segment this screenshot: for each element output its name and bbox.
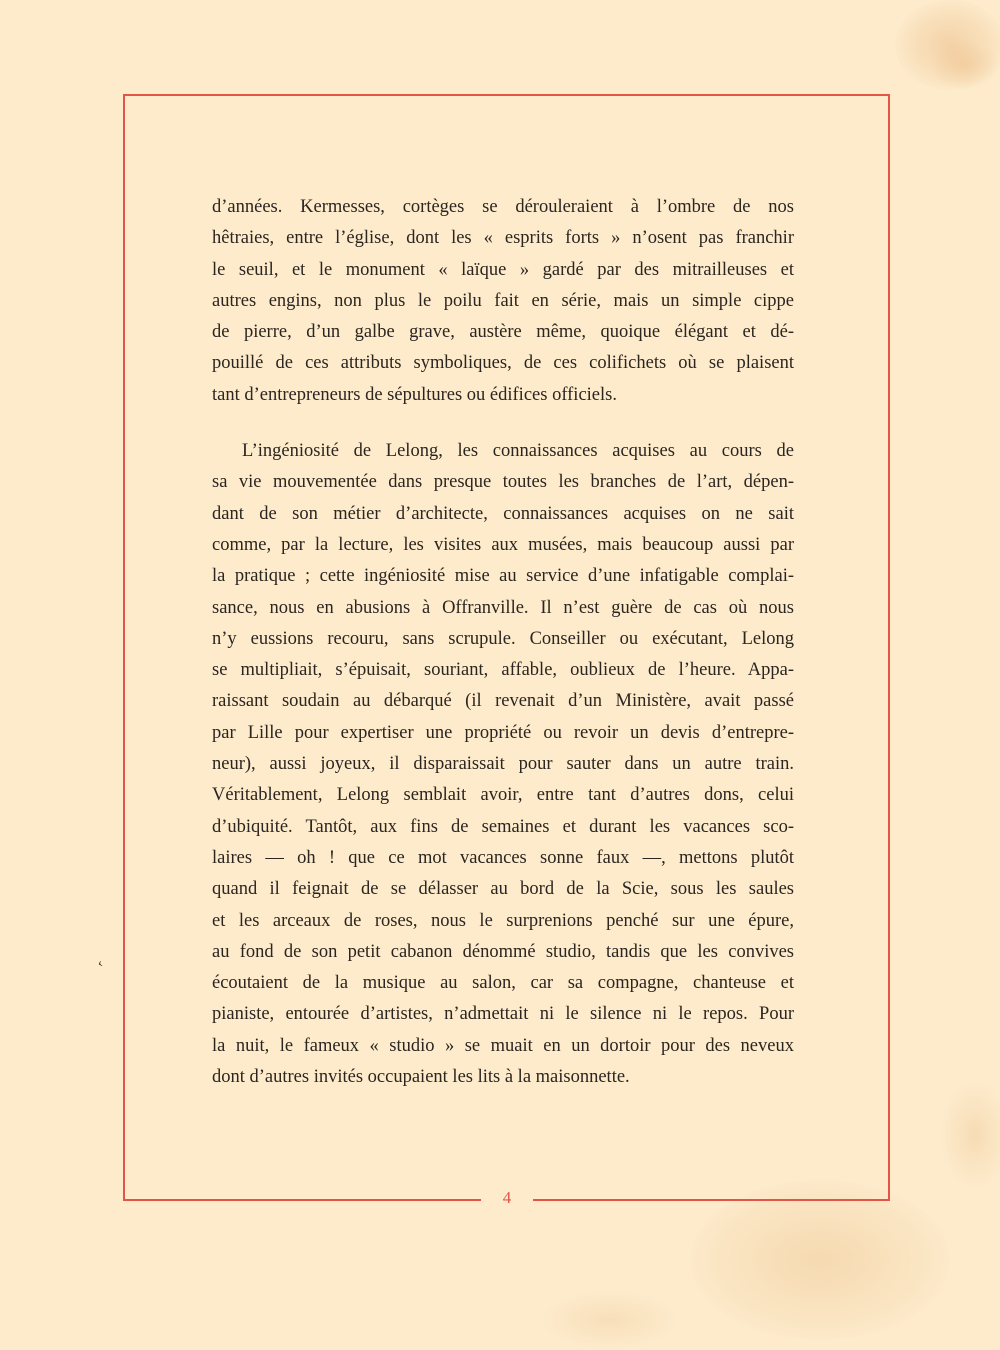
page-frame-bottom-left-rule <box>123 1199 481 1201</box>
page-frame-left-rule <box>123 94 125 1201</box>
text-line: raissant soudain au débarqué (il revenait d’un Ministère, avait passé <box>212 691 794 712</box>
text-line: et les arceaux de roses, nous le surprenions penché sur une épure, <box>212 910 794 931</box>
paper-stain <box>940 1080 1000 1190</box>
body-text <box>212 192 794 1093</box>
text-line: dant de son métier d’architecte, connaissances acquises on ne sait <box>212 503 794 524</box>
paper-stain <box>930 40 1000 90</box>
text-line: de pierre, d’un galbe grave, austère même, quoique élégant et dé- <box>212 322 794 343</box>
text-line: n’y eussions recouru, sans scrupule. Conseiller ou exécutant, Lelong <box>212 628 794 649</box>
text-line: la pratique ; cette ingéniosité mise au service d’une infatigable complai- <box>212 566 794 587</box>
paragraph <box>212 192 794 411</box>
paragraph <box>212 436 794 1093</box>
text-line: écoutaient de la musique au salon, car sa compagne, chanteuse et <box>212 973 794 994</box>
text-line: par Lille pour expertiser une propriété ou revoir un devis d’entrepre- <box>212 722 794 743</box>
text-line: d’ubiquité. Tantôt, aux fins de semaines et durant les vacances sco- <box>212 816 794 837</box>
text-line: tant d’entrepreneurs de sépultures ou édifices officiels. <box>212 384 617 405</box>
text-line: pouillé de ces attributs symboliques, de ces colifichets où se plaisent <box>212 353 794 374</box>
text-line: se multipliait, s’épuisait, souriant, affable, oublieux de l’heure. Appa- <box>212 660 794 681</box>
text-line: hêtraies, entre l’église, dont les « esprits forts » n’osent pas franchir <box>212 228 794 249</box>
text-line: sa vie mouvementée dans presque toutes les branches de l’art, dépen- <box>212 472 794 493</box>
text-line: au fond de son petit cabanon dénommé studio, tandis que les convives <box>212 941 794 962</box>
text-line: autres engins, non plus le poilu fait en série, mais un simple cippe <box>212 290 794 311</box>
text-line: neur), aussi joyeux, il disparaissait pour sauter dans un autre train. <box>212 754 794 775</box>
text-line: L’ingéniosité de Lelong, les connaissances acquises au cours de <box>242 441 794 462</box>
page-number: 4 <box>502 1188 512 1207</box>
text-line: le seuil, et le monument « laïque » gardé par des mitrailleuses et <box>212 259 794 280</box>
text-line: pianiste, entourée d’artistes, n’admettait ni le silence ni le repos. Pour <box>212 1004 794 1025</box>
text-line: quand il feignait de se délasser au bord de la Scie, sous les saules <box>212 879 794 900</box>
page-frame-bottom-right-rule <box>533 1199 890 1201</box>
text-line: laires — oh ! que ce mot vacances sonne faux —, mettons plutôt <box>212 847 794 868</box>
text-line: Véritablement, Lelong semblait avoir, entre tant d’autres dons, celui <box>212 785 794 806</box>
margin-mark: ‹ <box>95 955 105 972</box>
text-line: la nuit, le fameux « studio » se muait en un dortoir pour des neveux <box>212 1035 794 1056</box>
paper-stain <box>690 1180 950 1340</box>
paper-stain <box>895 0 1000 90</box>
text-line: comme, par la lecture, les visites aux musées, mais beaucoup aussi par <box>212 534 794 555</box>
text-line: sance, nous en abusions à Offranville. Il n’est guère de cas où nous <box>212 597 794 618</box>
page-frame-top-rule <box>123 94 890 96</box>
paper-stain <box>540 1290 680 1350</box>
text-line: d’années. Kermesses, cortèges se dérouleraient à l’ombre de nos <box>212 197 794 217</box>
text-line: dont d’autres invités occupaient les lits à la maisonnette. <box>212 1067 630 1088</box>
page-frame-right-rule <box>888 94 890 1201</box>
